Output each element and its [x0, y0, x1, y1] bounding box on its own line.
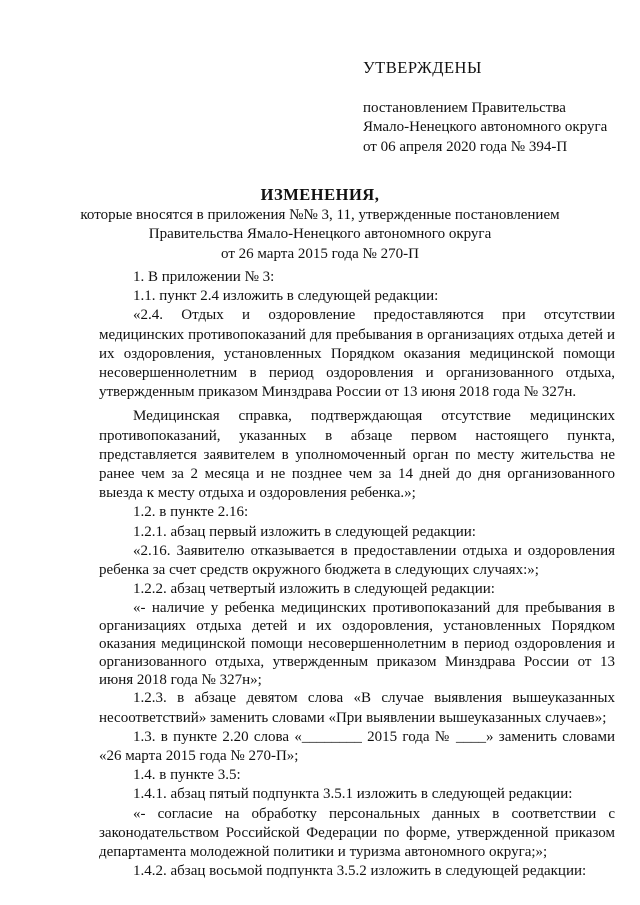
- paragraph: «2.16. Заявителю отказывается в предоставлении отдыха и оздоровления ребенка за счет средств окружного бюджета в следующих случаях:»;: [99, 542, 615, 579]
- paragraph: Медицинская справка, подтверждающая отсутствие медицинских противопоказаний, указанных в абзаце первом настоящего пункта, представляется заявителем в уполномоченный орган по месту жительства не ранее чем за 2 месяца и не позднее чем за 14 дней до дня организованного выезда к месту отдыха и оздоровления ребенка.»;: [99, 408, 615, 502]
- paragraph: 1.4.2. абзац восьмой подпункта 3.5.2 изложить в следующей редакции:: [133, 863, 587, 880]
- approval-line: Ямало-Ненецкого автономного округа: [363, 119, 608, 136]
- paragraph: 1.4. в пункте 3.5:: [133, 767, 241, 784]
- heading-line: Правительства Ямало-Ненецкого автономного округа: [148, 226, 492, 243]
- heading-title: ИЗМЕНЕНИЯ,: [260, 185, 380, 204]
- heading-line: от 26 марта 2015 года № 270-П: [221, 245, 419, 262]
- approval-line: от 06 апреля 2020 года № 394-П: [363, 138, 568, 155]
- approval-block: [363, 58, 623, 157]
- paragraph: 1.2. в пункте 2.16:: [133, 504, 249, 521]
- paragraph: 1. В приложении № 3:: [133, 269, 275, 285]
- document-body: [99, 268, 615, 881]
- heading-line: которые вносятся в приложения №№ 3, 11, утвержденные постановлением: [80, 207, 560, 224]
- approval-title: УТВЕРЖДЕНЫ: [363, 58, 482, 77]
- paragraph: 1.1. пункт 2.4 изложить в следующей редакции:: [133, 288, 439, 305]
- paragraph: «- наличие у ребенка медицинских противопоказаний для пребывания в организациях отдыха детей и их оздоровления, установленных Порядком оказания медицинской помощи несовершеннолетним в период оздоровления и организованного отдыха, утвержденным приказом Минздрава России от 13 июня 2018 года № 327н»;: [99, 600, 615, 689]
- paragraph: 1.3. в пункте 2.20 слова «________ 2015 года № ____» заменить словами «26 марта 2015 года № 270-П»;: [99, 728, 615, 765]
- approval-line: постановлением Правительства: [363, 100, 566, 117]
- paragraph: 1.2.2. абзац четвертый изложить в следующей редакции:: [133, 581, 495, 598]
- document-heading: [60, 185, 580, 264]
- paragraph: 1.4.1. абзац пятый подпункта 3.5.1 изложить в следующей редакции:: [133, 786, 573, 803]
- paragraph: 1.2.3. в абзаце девятом слова «В случае выявления вышеуказанных несоответствий» заменить словами «При выявлении вышеуказанных случаев»;: [99, 690, 615, 726]
- paragraph: «- согласие на обработку персональных данных в соответствии с законодательством Российской Федерации по форме, утвержденной приказом департамента молодежной политики и туризма автономного округа;»;: [99, 805, 615, 861]
- paragraph: «2.4. Отдых и оздоровление предоставляются при отсутствии медицинских противопоказаний для пребывания в организациях отдыха детей и их оздоровления, установленных Порядком оказания медицинской помощи несовершеннолетним в период оздоровления и организованного отдыха, утвержденным приказом Минздрава России от 13 июня 2018 года № 327н.: [99, 307, 615, 401]
- paragraph: 1.2.1. абзац первый изложить в следующей редакции:: [133, 523, 476, 540]
